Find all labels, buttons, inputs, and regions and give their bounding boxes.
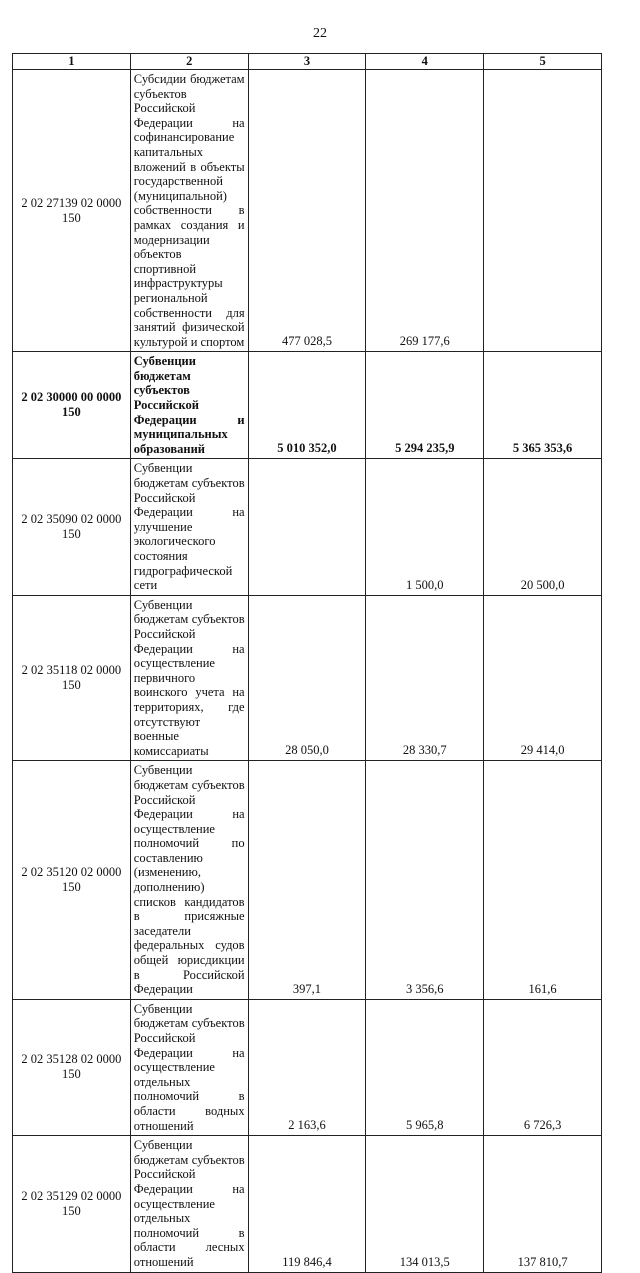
row-name: Субвенции бюджетам субъектов Российской Федерации на осуществление первичного воинского учета на территориях, где отсутствуют военные комиссариаты (130, 595, 248, 761)
column-header-4: 4 (366, 54, 484, 70)
row-value-3: 477 028,5 (248, 70, 366, 352)
row-value-4: 3 356,6 (366, 761, 484, 1000)
row-code: 2 02 35090 02 0000 150 (13, 459, 131, 595)
row-value-4: 269 177,6 (366, 70, 484, 352)
column-header-1: 1 (13, 54, 131, 70)
row-code: 2 02 30000 00 0000 150 (13, 352, 131, 459)
table-row (13, 1136, 602, 1272)
column-header-2: 2 (130, 54, 248, 70)
row-value-4: 28 330,7 (366, 595, 484, 761)
row-name: Субвенции бюджетам субъектов Российской Федерации на осуществление отдельных полномочий в области водных отношений (130, 999, 248, 1135)
column-header-3: 3 (248, 54, 366, 70)
row-value-3 (248, 459, 366, 595)
row-value-3: 28 050,0 (248, 595, 366, 761)
table-row (13, 595, 602, 761)
row-name: Субвенции бюджетам субъектов Российской Федерации на улучшение экологического состояния гидрографической сети (130, 459, 248, 595)
table-row (13, 999, 602, 1135)
table-row (13, 70, 602, 352)
table-row (13, 459, 602, 595)
row-value-4: 134 013,5 (366, 1136, 484, 1272)
row-code: 2 02 27139 02 0000 150 (13, 70, 131, 352)
row-name: Субвенции бюджетам субъектов Российской Федерации и муниципальных образований (130, 352, 248, 459)
page-number: 22 (313, 26, 327, 41)
row-name: Субвенции бюджетам субъектов Российской Федерации на осуществление полномочий по составлению (изменению, дополнению) списков кандидатов в присяжные заседатели федеральных судов общей юрисдикции в Российской Федерации (130, 761, 248, 1000)
row-value-5: 137 810,7 (484, 1136, 602, 1272)
row-value-5: 161,6 (484, 761, 602, 1000)
row-code: 2 02 35128 02 0000 150 (13, 999, 131, 1135)
row-value-3: 5 010 352,0 (248, 352, 366, 459)
table-row (13, 352, 602, 459)
table-row (13, 761, 602, 1000)
table-header-row (13, 54, 602, 70)
budget-table (12, 53, 602, 1273)
row-name: Субсидии бюджетам субъектов Российской Федерации на софинансирование капитальных вложений в объекты государственной (муниципальной) собственности в рамках создания и модернизации объектов спортивной инфраструктуры региональной собственности для занятий физической культурой и спортом (130, 70, 248, 352)
row-value-5: 29 414,0 (484, 595, 602, 761)
row-value-5 (484, 70, 602, 352)
row-value-5: 6 726,3 (484, 999, 602, 1135)
row-name: Субвенции бюджетам субъектов Российской Федерации на осуществление отдельных полномочий в области лесных отношений (130, 1136, 248, 1272)
row-code: 2 02 35118 02 0000 150 (13, 595, 131, 761)
row-value-4: 1 500,0 (366, 459, 484, 595)
row-value-3: 119 846,4 (248, 1136, 366, 1272)
row-code: 2 02 35120 02 0000 150 (13, 761, 131, 1000)
row-value-4: 5 965,8 (366, 999, 484, 1135)
row-value-3: 2 163,6 (248, 999, 366, 1135)
column-header-5: 5 (484, 54, 602, 70)
row-value-5: 20 500,0 (484, 459, 602, 595)
row-code: 2 02 35129 02 0000 150 (13, 1136, 131, 1272)
row-value-3: 397,1 (248, 761, 366, 1000)
row-value-4: 5 294 235,9 (366, 352, 484, 459)
row-value-5: 5 365 353,6 (484, 352, 602, 459)
